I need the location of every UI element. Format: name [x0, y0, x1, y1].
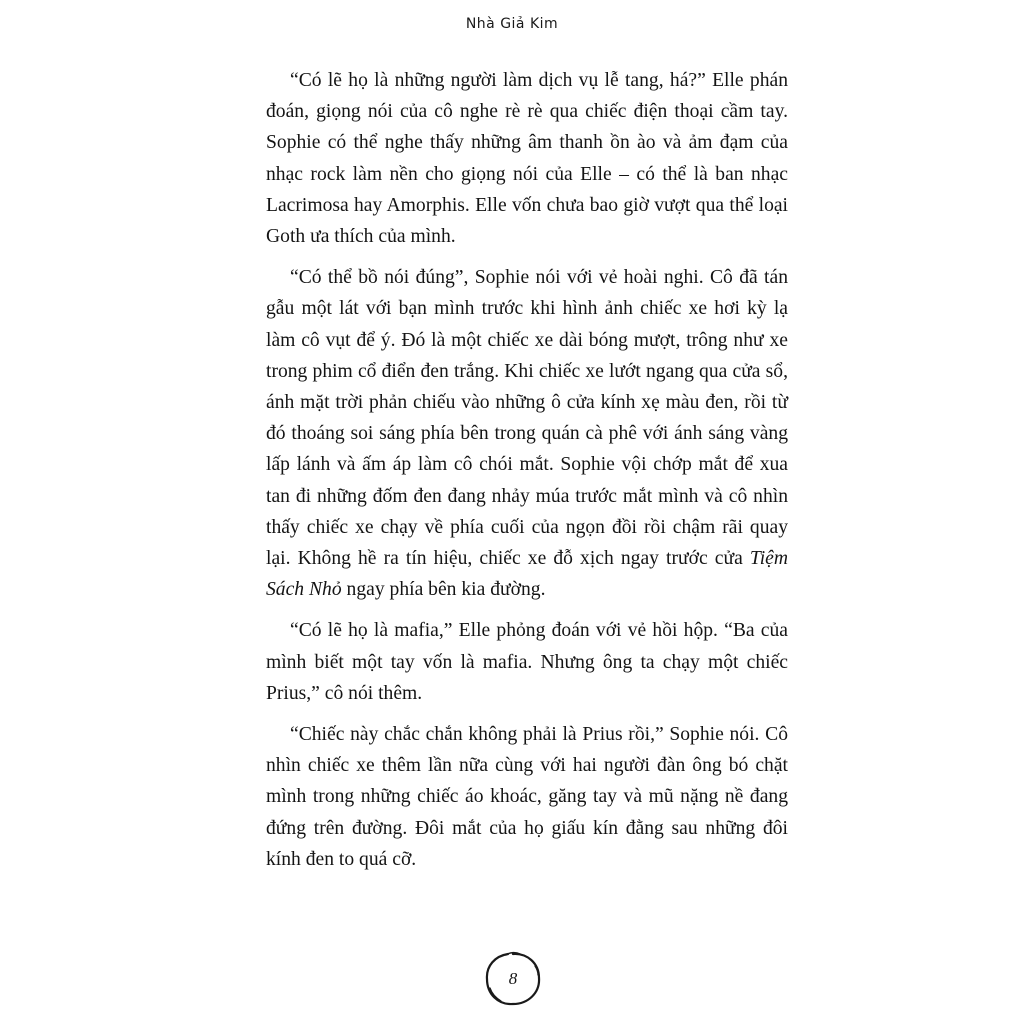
page-number: 8 — [508, 969, 518, 988]
running-title: Nhà Giả Kim — [465, 16, 559, 32]
italic-title-text: Tiệm Sách Nhỏ — [266, 548, 788, 601]
paragraph-text: ngay phía bên kia đường. — [341, 579, 546, 601]
paragraph-text: “Có lẽ họ là mafia,” Elle phỏng đoán với vẻ hồi hộp. “Ba của mình biết một tay vốn là mafia. Nhưng ông ta chạy một chiếc Prius,” cô nói thêm. — [266, 620, 788, 704]
page-number-badge — [480, 948, 546, 1010]
body-text — [266, 65, 788, 885]
paragraph — [266, 65, 788, 252]
paragraph — [266, 615, 788, 709]
paragraph — [266, 262, 788, 605]
paragraph-text: “Có lẽ họ là những người làm dịch vụ lễ tang, há?” Elle phán đoán, giọng nói của cô nghe rè rè qua chiếc điện thoại cầm tay. Sophie có thể nghe thấy những âm thanh ồn ào và ảm đạm của nhạc rock làm nền cho giọng nói của Elle – có thể là ban nhạc Lacrimosa hay Amorphis. Elle vốn chưa bao giờ vượt qua thể loại Goth ưa thích của mình. — [266, 70, 788, 248]
paragraph — [266, 719, 788, 875]
paragraph-text: “Chiếc này chắc chắn không phải là Prius rồi,” Sophie nói. Cô nhìn chiếc xe thêm lần nữa cùng với hai người đàn ông bó chặt mình trong những chiếc áo khoác, găng tay và mũ nặng nề đang đứng trên đường. Đôi mắt của họ giấu kín đằng sau những đôi kính đen to quá cỡ. — [266, 724, 788, 870]
paragraph-text: “Có thể bồ nói đúng”, Sophie nói với vẻ hoài nghi. Cô đã tán gẫu một lát với bạn mình trước khi hình ảnh chiếc xe hơi kỳ lạ làm cô vụt để ý. Đó là một chiếc xe dài bóng mượt, trông như xe trong phim cổ điển đen trắng. Khi chiếc xe lướt ngang qua cửa sổ, ánh mặt trời phản chiếu vào những ô cửa kính xẹ màu đen, rồi từ đó thoáng soi sáng phía bên trong quán cà phê với ánh sáng vàng lấp lánh và ấm áp làm cô chói mắt. Sophie vội chớp mắt để xua tan đi những đốm đen đang nhảy múa trước mắt mình và cô nhìn thấy chiếc xe chạy về phía cuối của ngọn đồi rồi chậm rãi quay lại. Không hề ra tín hiệu, chiếc xe đỗ xịch ngay trước cửa — [266, 267, 788, 570]
